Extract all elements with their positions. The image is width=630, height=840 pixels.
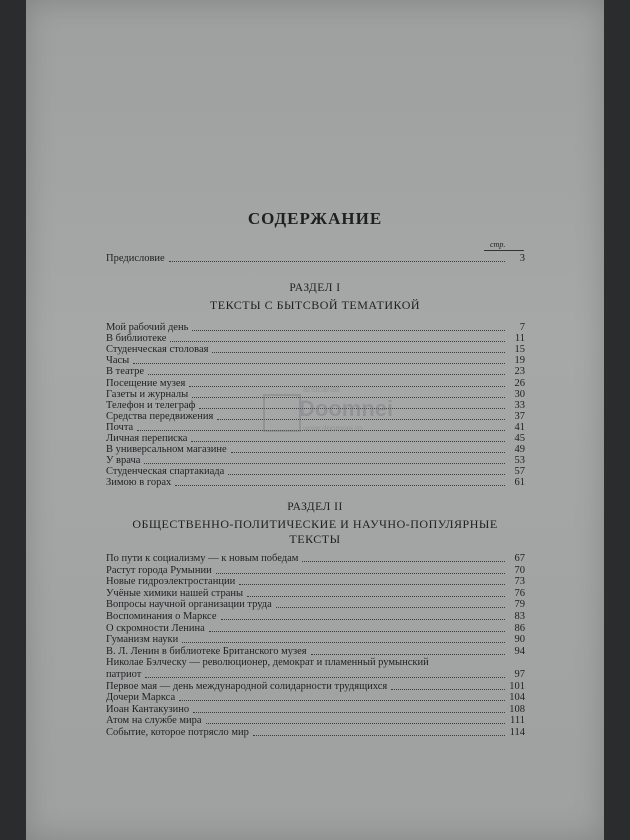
dot-leader bbox=[144, 463, 505, 464]
dot-leader bbox=[175, 485, 505, 486]
dot-leader bbox=[192, 330, 505, 331]
dot-leader bbox=[209, 631, 505, 632]
dot-leader bbox=[311, 654, 505, 655]
page-title: СОДЕРЖАНИЕ bbox=[247, 209, 383, 228]
page-column-label: стр. bbox=[490, 240, 506, 249]
toc-entry-page: 61 bbox=[514, 477, 525, 489]
toc-entry bbox=[106, 553, 525, 565]
toc-entry-text: патриот bbox=[106, 669, 142, 680]
toc-entry-page: 15 bbox=[514, 344, 525, 356]
watermark-logo bbox=[263, 378, 423, 442]
toc-entry-page: 70 bbox=[514, 564, 525, 576]
toc-entry-text: Часы bbox=[106, 355, 130, 367]
watermark-name: Doomnei bbox=[299, 396, 394, 421]
toc-entry-text: В универсальном магазине bbox=[106, 444, 227, 456]
toc-entry-text: Учёные химики нашей страны bbox=[106, 587, 244, 599]
toc-entry-page: 3 bbox=[519, 253, 525, 264]
watermark-url: www.doomnei.ro bbox=[303, 424, 363, 433]
toc-entry-text: Атом на службе мира bbox=[106, 715, 202, 727]
watermark-box-icon bbox=[263, 394, 301, 432]
toc-entry bbox=[106, 657, 525, 669]
toc-entry-text: Вопросы научной организации труда bbox=[106, 599, 272, 611]
dot-leader bbox=[391, 689, 505, 690]
toc-entry-page: 114 bbox=[509, 727, 525, 738]
toc-entry-text: Средства передвижения bbox=[106, 410, 214, 422]
toc-entry-text: Телефон и телеграф bbox=[106, 399, 196, 411]
watermark-tagline: anticariat bbox=[303, 384, 340, 394]
toc-entry-page: 30 bbox=[514, 388, 525, 400]
section1-subtitle: ТЕКСТЫ С БЫТСВОЙ ТЕМАТИКОЙ bbox=[209, 298, 421, 312]
toc-entry-text: Николае Бэлческу — революционер, демократ и пламенный румынский bbox=[106, 657, 429, 669]
dot-leader bbox=[239, 584, 505, 585]
dot-leader bbox=[247, 596, 505, 597]
toc-entry-page: 83 bbox=[514, 611, 525, 622]
dot-leader bbox=[231, 452, 505, 453]
toc-entry bbox=[106, 646, 525, 658]
toc-entry-page: 7 bbox=[519, 322, 525, 333]
toc-entry-page: 97 bbox=[514, 669, 525, 680]
toc-entry-page: 104 bbox=[509, 692, 525, 704]
toc-entry bbox=[106, 704, 525, 716]
toc-entry-page: 49 bbox=[514, 444, 525, 456]
toc-entry bbox=[106, 727, 525, 739]
dot-leader bbox=[169, 261, 505, 262]
toc-entry bbox=[106, 681, 525, 693]
toc-entry bbox=[106, 715, 525, 727]
toc-entry-text: О скромности Ленина bbox=[106, 622, 205, 634]
toc-entry-page: 53 bbox=[514, 455, 525, 467]
toc-entry-text: Иоан Кантакузино bbox=[106, 703, 190, 715]
toc-entry-text: Газеты и журналы bbox=[106, 388, 189, 400]
toc-entry-page: 79 bbox=[514, 599, 525, 611]
page-column-rule bbox=[484, 250, 524, 251]
toc-entry-text: По пути к социализму — к новым победам bbox=[106, 553, 299, 564]
dot-leader bbox=[253, 735, 505, 736]
toc-entry-text: Растут города Румынии bbox=[106, 564, 212, 576]
toc-entry bbox=[106, 611, 525, 623]
toc-entry bbox=[106, 576, 525, 588]
dot-leader bbox=[133, 363, 505, 364]
toc-entry-text: Личная переписка bbox=[106, 433, 188, 444]
dot-leader bbox=[193, 712, 505, 713]
toc-entry-page: 73 bbox=[514, 576, 525, 588]
dot-leader bbox=[228, 474, 505, 475]
toc-entry-text: Новые гидроэлектростанции bbox=[106, 576, 236, 588]
toc-entry-text: В театре bbox=[106, 366, 145, 378]
toc-entry bbox=[106, 692, 525, 704]
dot-leader bbox=[302, 561, 505, 562]
dot-leader bbox=[276, 607, 505, 608]
toc-entry bbox=[106, 599, 525, 611]
toc-entry-page: 111 bbox=[510, 715, 525, 727]
toc-entry bbox=[106, 477, 525, 489]
toc-entry-text: Студенческая спартакиада bbox=[106, 466, 225, 478]
toc-entry-text: Почта bbox=[106, 421, 134, 433]
toc-entry-page: 11 bbox=[514, 333, 525, 345]
toc-entry bbox=[106, 669, 525, 681]
section2-heading: РАЗДЕЛ II bbox=[287, 501, 343, 513]
toc-entry-page: 45 bbox=[514, 433, 525, 444]
dot-leader bbox=[212, 352, 505, 353]
toc-entry-text: Студенческая столовая bbox=[106, 344, 209, 356]
dot-leader bbox=[221, 619, 506, 620]
toc-entry-text: Первое мая — день международной солидарности трудящихся bbox=[106, 680, 388, 692]
dot-leader bbox=[148, 374, 505, 375]
toc-entry-text: Воспоминания о Марксе bbox=[106, 611, 217, 622]
section2-subtitle: ОБЩЕСТВЕННО-ПОЛИТИЧЕСКИЕ И НАУЧНО-ПОПУЛЯРНЫЕ ТЕКСТЫ bbox=[132, 517, 498, 546]
toc-entry-page: 101 bbox=[509, 680, 525, 692]
toc-entry-text: Зимою в горах bbox=[106, 477, 172, 489]
book-page bbox=[26, 0, 604, 840]
toc-entry bbox=[106, 634, 525, 646]
toc-entry-text: Предисловие bbox=[106, 253, 165, 264]
section1-heading: РАЗДЕЛ I bbox=[289, 282, 341, 294]
toc-entry-page: 108 bbox=[509, 703, 525, 715]
toc-entry-page: 76 bbox=[514, 587, 525, 599]
dot-leader bbox=[206, 723, 505, 724]
toc-entry-page: 94 bbox=[514, 645, 525, 657]
dot-leader bbox=[182, 642, 505, 643]
toc-entry-page: 33 bbox=[514, 399, 525, 411]
toc-entry-text: В библиотеке bbox=[106, 333, 167, 345]
toc-entry bbox=[106, 565, 525, 577]
toc-entry-page: 19 bbox=[514, 355, 525, 367]
toc-entry-text: Мой рабочий день bbox=[106, 322, 189, 333]
toc-entry-page: 23 bbox=[514, 366, 525, 378]
toc-entry-page: 86 bbox=[514, 622, 525, 634]
toc-entry-text: Гуманизм науки bbox=[106, 634, 179, 646]
toc-entry-page: 67 bbox=[514, 553, 525, 564]
toc-entry-page: 37 bbox=[514, 410, 525, 422]
toc-entry-text: В. Л. Ленин в библиотеке Британского музея bbox=[106, 645, 307, 657]
dot-leader bbox=[170, 341, 505, 342]
toc-entry-text: Дочери Маркса bbox=[106, 692, 176, 704]
dot-leader bbox=[145, 677, 505, 678]
toc-entry-text: У врача bbox=[106, 455, 141, 467]
toc-entry-page: 90 bbox=[514, 634, 525, 646]
toc-entry-text: Посещение музея bbox=[106, 377, 186, 389]
toc-entry-preface bbox=[106, 253, 525, 265]
dot-leader bbox=[216, 573, 505, 574]
toc-entry bbox=[106, 588, 525, 600]
dot-leader bbox=[179, 700, 505, 701]
toc-entry-page: 26 bbox=[514, 377, 525, 389]
toc-entry-page: 41 bbox=[514, 421, 525, 433]
toc-entry-page: 57 bbox=[514, 466, 525, 478]
toc-entry bbox=[106, 623, 525, 635]
toc-entry-text: Событие, которое потрясло мир bbox=[106, 727, 249, 738]
